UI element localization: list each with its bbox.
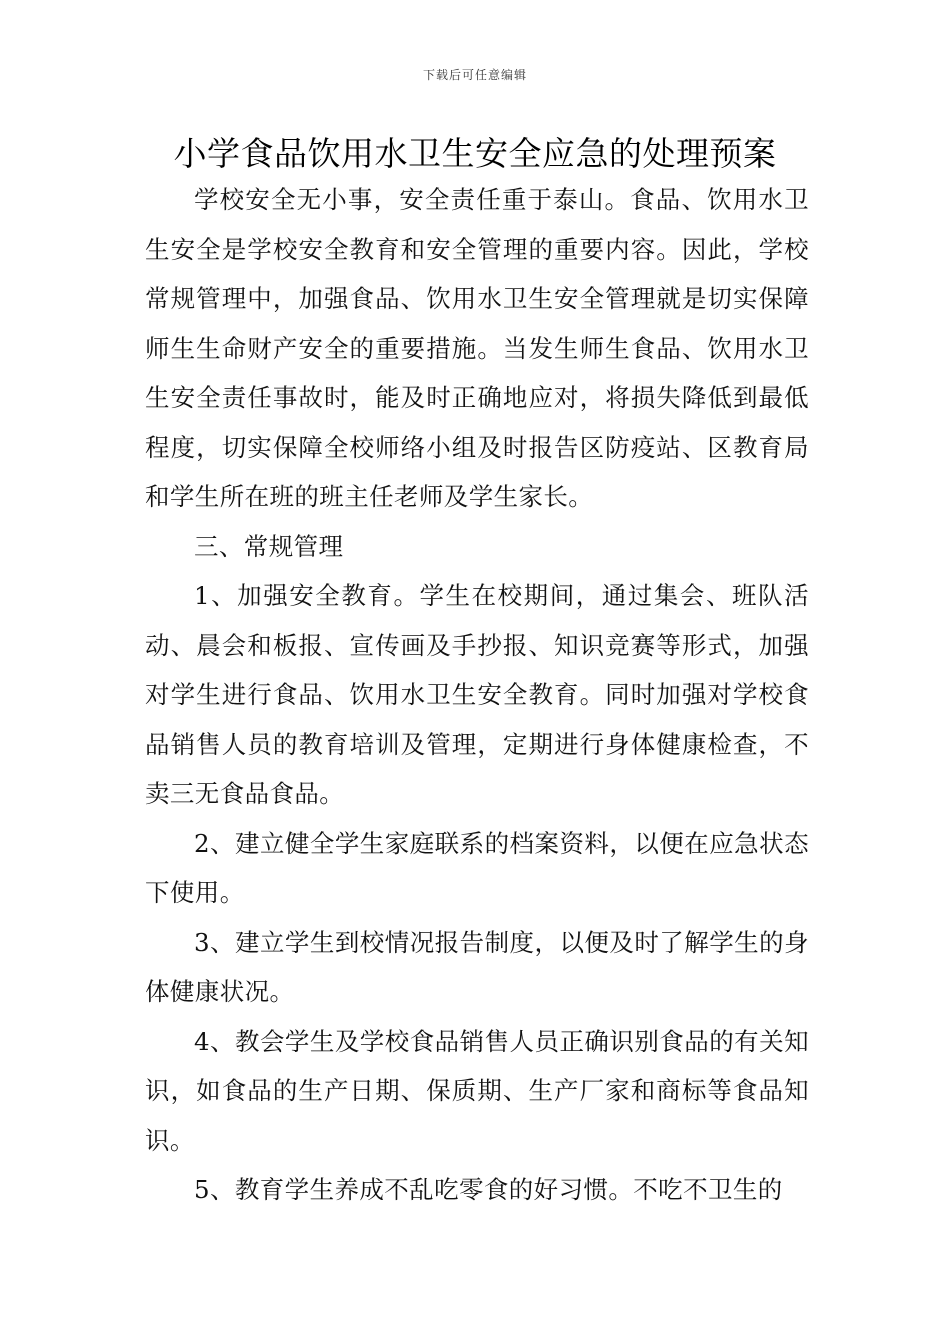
- paragraph-item-1: 1、加强安全教育。学生在校期间，通过集会、班队活动、晨会和板报、宣传画及手抄报、知识竞赛等形式，加强对学生进行食品、饮用水卫生安全教育。同时加强对学校食品销售人员的教育培训及管理，定期进行身体健康检查，不卖三无食品食品。: [145, 581, 809, 808]
- document-body: [145, 175, 809, 1215]
- paragraph-item-2: 2、建立健全学生家庭联系的档案资料，以便在应急状态下使用。: [145, 828, 809, 907]
- paragraph-item-4: 4、教会学生及学校食品销售人员正确识别食品的有关知识，如食品的生产日期、保质期、生产厂家和商标等食品知识。: [145, 1026, 809, 1155]
- paragraph-item-3: 3、建立学生到校情况报告制度，以便及时了解学生的身体健康状况。: [145, 927, 809, 1006]
- header-note: 下载后可任意编辑: [422, 68, 527, 82]
- document-title: 小学食品饮用水卫生安全应急的处理预案: [173, 134, 777, 173]
- section-heading-routine-management: 三、常规管理: [194, 531, 344, 561]
- paragraph-item-5: 5、教育学生养成不乱吃零食的好习惯。不吃不卫生的: [194, 1175, 783, 1204]
- paragraph-intro: 学校安全无小事，安全责任重于泰山。食品、饮用水卫生安全是学校安全教育和安全管理的重要内容。因此，学校常规管理中，加强食品、饮用水卫生安全管理就是切实保障师生生命财产安全的重要措施。当发生师生食品、饮用水卫生安全责任事故时，能及时正确地应对，将损失降低到最低程度，切实保障全校师络小组及时报告区防疫站、区教育局和学生所在班的班主任老师及学生家长。: [145, 185, 809, 511]
